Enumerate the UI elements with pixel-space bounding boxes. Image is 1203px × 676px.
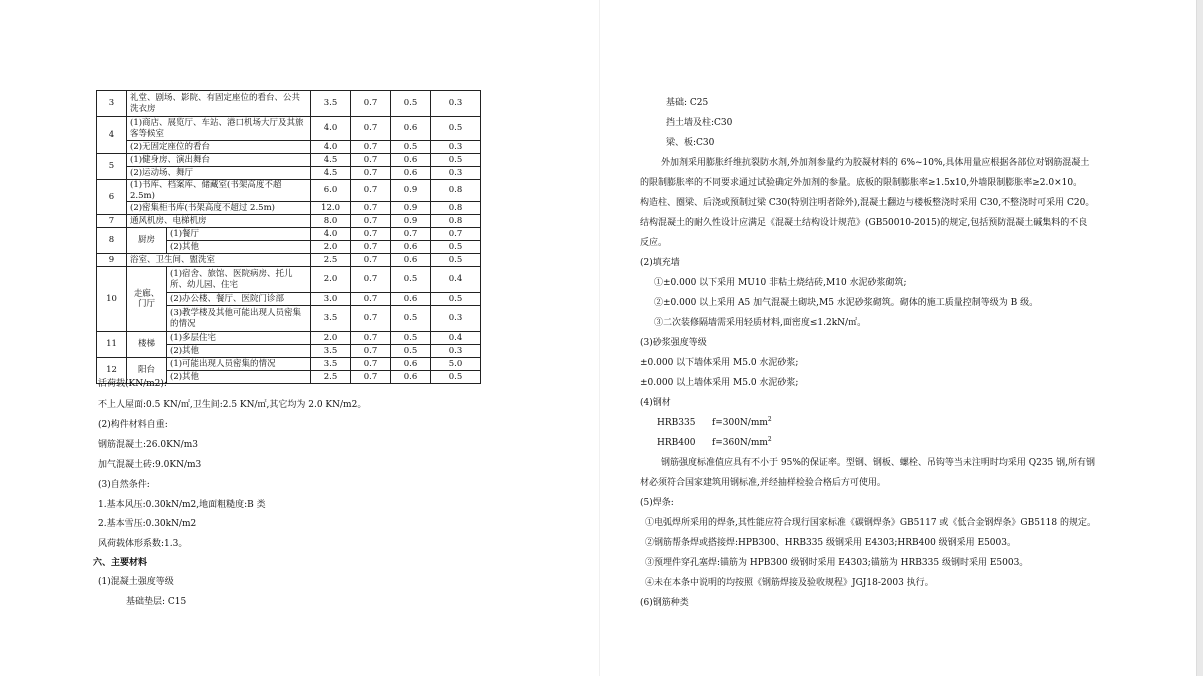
weld-3: ③预埋件穿孔塞焊:锚筋为 HPB300 级钢时采用 E4303;锚筋为 HRB335 级钢时采用 E5003。	[645, 558, 1029, 568]
row-number-cell: 10	[97, 267, 127, 332]
value-cell: 0.5	[391, 306, 431, 332]
value-cell: 0.3	[431, 306, 481, 332]
value-cell: 0.3	[431, 91, 481, 117]
value-cell: 6.0	[311, 180, 351, 202]
value-cell: 0.7	[351, 215, 391, 228]
weld-2: ②钢筋帮条焊或搭接焊:HPB300、HRB335 级钢采用 E4303;HRB400 级钢采用 E5003。	[645, 538, 1016, 548]
steel-line-2: 材必须符合国家建筑用钢标准,并经抽样检验合格后方可使用。	[640, 478, 886, 488]
value-cell: 3.5	[311, 358, 351, 371]
value-cell: 0.7	[351, 267, 391, 293]
item-cell: (1)可能出现人员密集的情况	[167, 358, 311, 371]
value-cell: 0.4	[431, 267, 481, 293]
wind-pressure: 1.基本风压:0.30kN/m2,地面粗糙度:B 类	[98, 500, 266, 510]
value-cell: 0.6	[391, 167, 431, 180]
value-cell: 0.8	[431, 202, 481, 215]
value-cell: 0.7	[351, 306, 391, 332]
category-cell: 走廊、门厅	[127, 267, 167, 332]
value-cell: 3.0	[311, 293, 351, 306]
value-cell: 0.5	[391, 267, 431, 293]
mortar-2: ±0.000 以上墙体采用 M5.0 水泥砂浆;	[640, 378, 799, 388]
value-cell: 2.0	[311, 332, 351, 345]
item-cell: 礼堂、剧场、影院、有固定座位的看台、公共洗衣房	[127, 91, 311, 117]
admixture-line-3: 构造柱、圈梁、后浇或预制过梁 C30(特别注明者除外),混凝土翻边与楼板整浇时采用 C30,不整浇时可采用 C20。	[640, 198, 1095, 208]
steel-line-1: 钢筋强度标准值应具有不小于 95%的保证率。型钢、钢板、螺栓、吊钩等当未注明时均采用 Q235 钢,所有钢	[661, 458, 1096, 468]
snow-pressure: 2.基本雪压:0.30kN/m2	[98, 519, 197, 529]
table-row	[97, 228, 481, 241]
wind-coefficient: 风荷载体形系数:1.3。	[98, 539, 188, 549]
value-cell: 0.5	[431, 254, 481, 267]
row-number-cell: 5	[97, 154, 127, 180]
value-cell: 0.9	[391, 202, 431, 215]
table-row	[97, 91, 481, 117]
item-cell: (1)健身房、演出舞台	[127, 154, 311, 167]
infill-title: (2)填充墙	[640, 258, 680, 268]
value-cell: 0.6	[391, 293, 431, 306]
category-cell: 厨房	[127, 228, 167, 254]
item-cell: (2)运动场、舞厅	[127, 167, 311, 180]
value-cell: 3.5	[311, 91, 351, 117]
item-cell: (1)多层住宅	[167, 332, 311, 345]
foundation-grade: 基础: C25	[666, 98, 709, 108]
value-cell: 0.9	[391, 180, 431, 202]
value-cell: 0.7	[431, 228, 481, 241]
category-cell: 楼梯	[127, 332, 167, 358]
value-cell: 4.5	[311, 154, 351, 167]
value-cell: 0.7	[351, 141, 391, 154]
value-cell: 8.0	[311, 215, 351, 228]
value-cell: 0.7	[351, 228, 391, 241]
value-cell: 0.7	[351, 345, 391, 358]
value-cell: 0.5	[391, 141, 431, 154]
value-cell: 0.3	[431, 167, 481, 180]
table-row	[97, 180, 481, 202]
item-cell: (2)办公楼、餐厅、医院门诊部	[167, 293, 311, 306]
item-cell: (1)宿舍、旅馆、医院病房、托儿所、幼儿园、住宅	[167, 267, 311, 293]
concrete-title: (1)混凝土强度等级	[98, 577, 174, 587]
live-load-text: 不上人屋面:0.5 KN/㎡,卫生间:2.5 KN/㎡,其它均为 2.0 KN/m2。	[98, 400, 367, 410]
item-cell: (2)其他	[167, 345, 311, 358]
value-cell: 0.6	[391, 154, 431, 167]
item-cell: 浴室、卫生间、盥洗室	[127, 254, 311, 267]
table-row	[97, 215, 481, 228]
value-cell: 0.7	[351, 241, 391, 254]
value-cell: 0.5	[391, 91, 431, 117]
section-heading: 六、主要材料	[93, 558, 148, 568]
value-cell: 0.6	[391, 358, 431, 371]
value-cell: 0.4	[431, 332, 481, 345]
value-cell: 4.5	[311, 167, 351, 180]
value-cell: 12.0	[311, 202, 351, 215]
row-number-cell: 12	[97, 358, 127, 384]
value-cell: 0.7	[391, 228, 431, 241]
value-cell: 5.0	[431, 358, 481, 371]
row-number-cell: 7	[97, 215, 127, 228]
admixture-line-4: 结构混凝土的耐久性设计应满足《混凝土结构设计规范》(GB50010-2015)的规定,包括预防混凝土碱集料的不良	[640, 218, 1088, 228]
row-number-cell: 11	[97, 332, 127, 358]
value-cell: 2.5	[311, 254, 351, 267]
value-cell: 0.6	[391, 241, 431, 254]
hrb335-row: HRB335 $f=300N/mm^2$	[657, 416, 772, 428]
row-number-cell: 8	[97, 228, 127, 254]
value-cell: 0.7	[351, 117, 391, 141]
item-cell: (1)餐厅	[167, 228, 311, 241]
value-cell: 4.0	[311, 141, 351, 154]
item-cell: (1)商店、展览厅、车站、港口机场大厅及其旅客等候室	[127, 117, 311, 141]
item-cell: (2)其他	[167, 371, 311, 384]
value-cell: 0.7	[351, 91, 391, 117]
mortar-1: ±0.000 以下墙体采用 M5.0 水泥砂浆;	[640, 358, 799, 368]
natural-title: (3)自然条件:	[98, 480, 150, 490]
value-cell: 0.7	[351, 167, 391, 180]
category-cell: 阳台	[127, 358, 167, 384]
infill-1: ①±0.000 以下采用 MU10 非粘土烧结砖,M10 水泥砂浆砌筑;	[654, 278, 907, 288]
value-cell: 0.5	[431, 117, 481, 141]
value-cell: 0.6	[391, 371, 431, 384]
page-divider	[599, 0, 600, 676]
live-load-title: 活荷载(KN/m2):	[98, 379, 167, 389]
value-cell: 0.3	[431, 141, 481, 154]
weld-4: ④未在本条中说明的均按照《钢筋焊接及验收规程》JGJ18-2003 执行。	[645, 578, 934, 588]
value-cell: 2.0	[311, 267, 351, 293]
value-cell: 0.6	[391, 117, 431, 141]
hrb335-grade: HRB335	[657, 418, 696, 428]
table-row	[97, 267, 481, 293]
value-cell: 0.7	[351, 293, 391, 306]
row-number-cell: 6	[97, 180, 127, 215]
steel-title: (4)钢材	[640, 398, 671, 408]
value-cell: 0.7	[351, 180, 391, 202]
hrb400-strength: f=360N/mm	[711, 438, 768, 448]
value-cell: 2.0	[311, 241, 351, 254]
value-cell: 0.7	[351, 371, 391, 384]
weld-1: ①电弧焊所采用的焊条,其性能应符合现行国家标准《碳钢焊条》GB5117 或《低合金钢焊条》GB5118 的规定。	[645, 518, 1097, 528]
value-cell: 0.6	[391, 254, 431, 267]
table-row	[97, 254, 481, 267]
item-cell: (2)无固定座位的看台	[127, 141, 311, 154]
rc-weight: 钢筋混凝土:26.0KN/m3	[98, 440, 198, 450]
value-cell: 0.8	[431, 215, 481, 228]
hrb400-grade: HRB400	[657, 438, 696, 448]
self-weight-title: (2)构件材料自重:	[98, 420, 168, 430]
value-cell: 0.7	[351, 358, 391, 371]
hrb400-row: HRB400 $f=360N/mm^2$	[657, 436, 772, 448]
beam-grade: 梁、板:C30	[666, 138, 715, 148]
infill-2: ②±0.000 以上采用 A5 加气混凝土砌块,M5 水泥砂浆砌筑。砌体的施工质量控制等级为 B 级。	[654, 298, 1039, 308]
item-cell: (2)其他	[167, 241, 311, 254]
table-row	[97, 202, 481, 215]
table-row	[97, 154, 481, 167]
value-cell: 0.5	[431, 371, 481, 384]
live-load-table	[96, 90, 481, 384]
hrb335-strength: f=300N/mm	[711, 418, 768, 428]
value-cell: 3.5	[311, 306, 351, 332]
admixture-line-1: 外加剂采用膨胀纤维抗裂防水剂,外加剂参量约为胶凝材料的 6%~10%,具体用量应根据各部位对钢筋混凝土	[661, 158, 1090, 168]
row-number-cell: 9	[97, 254, 127, 267]
rebar-title: (6)钢筋种类	[640, 598, 689, 608]
infill-3: ③二次装修隔墙需采用轻质材料,面密度≤1.2kN/㎡。	[654, 318, 867, 328]
value-cell: 0.5	[391, 345, 431, 358]
value-cell: 0.3	[431, 345, 481, 358]
item-cell: (1)书库、档案库、储藏室(书架高度不超 2.5m)	[127, 180, 311, 202]
value-cell: 4.0	[311, 117, 351, 141]
admixture-line-2: 的限制膨胀率的不同要求通过试验确定外加剂的参量。底板的限制膨胀率≥1.5x10,外墙限制膨胀率≥2.0×10。	[640, 178, 1083, 188]
table-row	[97, 117, 481, 141]
weld-title: (5)焊条:	[640, 498, 674, 508]
aerated-weight: 加气混凝土砖:9.0KN/m3	[98, 460, 202, 470]
value-cell: 0.5	[391, 332, 431, 345]
value-cell: 0.7	[351, 202, 391, 215]
item-cell: (3)教学楼及其他可能出现人员密集的情况	[167, 306, 311, 332]
value-cell: 0.7	[351, 332, 391, 345]
cushion-grade: 基础垫层: C15	[126, 597, 187, 607]
value-cell: 0.7	[351, 154, 391, 167]
value-cell: 2.5	[311, 371, 351, 384]
value-cell: 0.5	[431, 241, 481, 254]
value-cell: 0.5	[431, 154, 481, 167]
row-number-cell: 4	[97, 117, 127, 154]
wall-grade: 挡土墙及柱:C30	[666, 118, 733, 128]
value-cell: 0.5	[431, 293, 481, 306]
value-cell: 0.7	[351, 254, 391, 267]
table-row	[97, 167, 481, 180]
table-row	[97, 141, 481, 154]
value-cell: 0.9	[391, 215, 431, 228]
scrollbar[interactable]	[1196, 0, 1203, 676]
value-cell: 4.0	[311, 228, 351, 241]
value-cell: 3.5	[311, 345, 351, 358]
admixture-line-5: 反应。	[640, 238, 668, 248]
mortar-title: (3)砂浆强度等级	[640, 338, 707, 348]
table-row	[97, 332, 481, 345]
row-number-cell: 3	[97, 91, 127, 117]
item-cell: 通风机房、电梯机房	[127, 215, 311, 228]
item-cell: (2)密集柜书库(书架高度不超过 2.5m)	[127, 202, 311, 215]
value-cell: 0.8	[431, 180, 481, 202]
table-row	[97, 358, 481, 371]
